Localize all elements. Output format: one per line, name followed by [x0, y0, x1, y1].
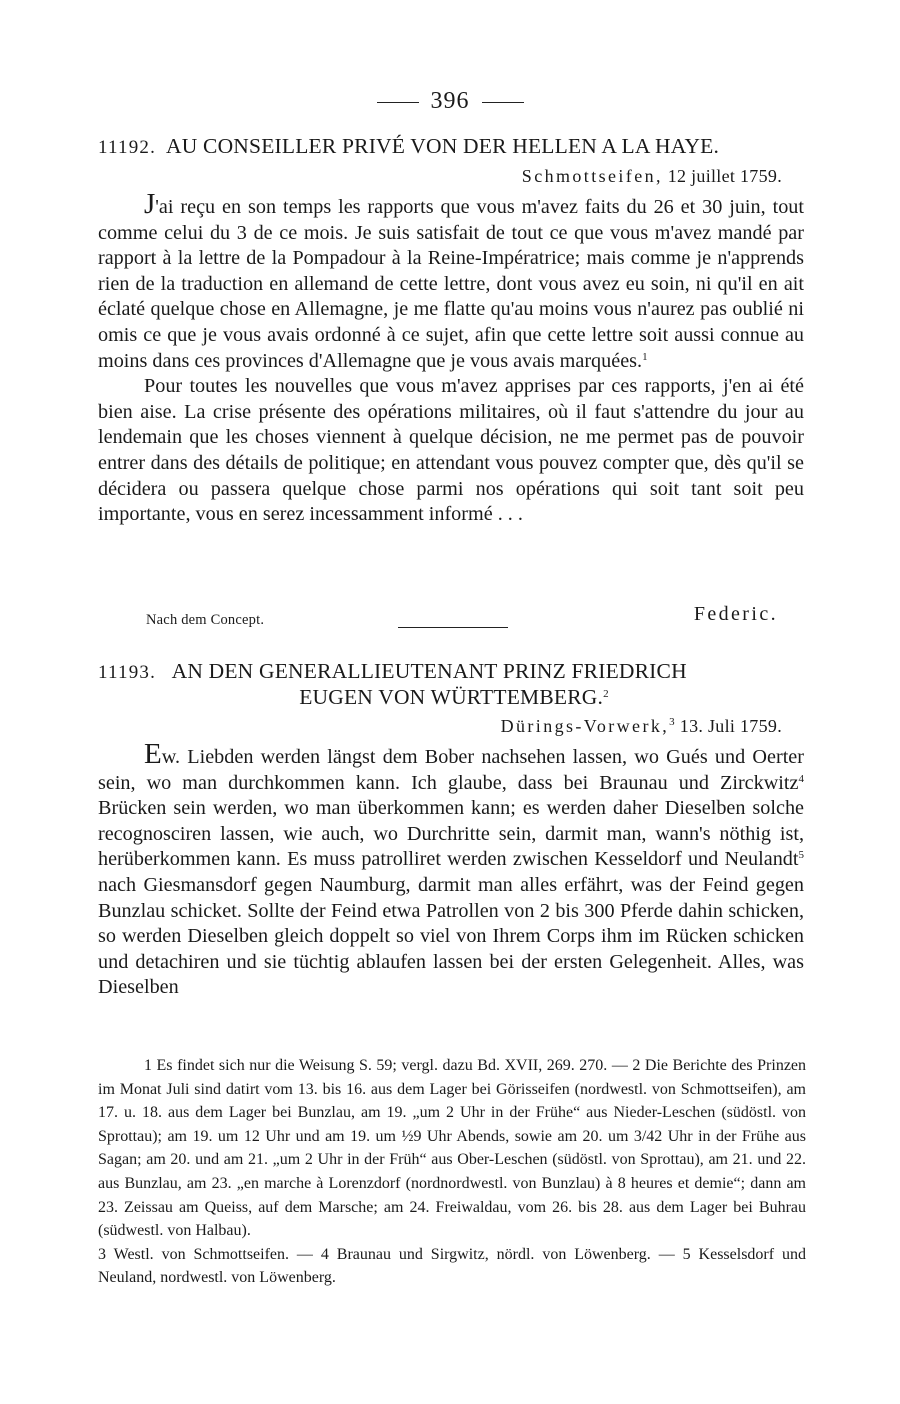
dateline-date: 12 juillet 1759. — [667, 166, 782, 186]
letter-title-11192 — [98, 133, 810, 161]
source-note: Nach dem Concept. — [146, 612, 265, 628]
letter-number: 11192. — [98, 137, 157, 158]
letter-title-text: EUGEN VON WÜRTTEMBERG. — [299, 685, 604, 709]
paragraph — [98, 188, 804, 374]
footnote-1: 1 Es findet sich nur die Weisung S. 59; vergl. dazu Bd. XVII, 269. 270. — — [144, 1057, 628, 1074]
footnote-2: 2 Die Berichte des Prinzen im Monat Juli sind datirt vom 13. bis 16. aus dem Lager bei Görisseifen (nordwestl. von Schmottseifen), am 17. u. 18. aus dem Lager bei Bunzlau, am 19. „um 2 Uhr in der Frühe“ aus Nieder-Leschen (südöstl. von Sprottau); am 19. um 12 Uhr und am 19. um ½9 Uhr Abends, sowie am 20. um 3/42 Uhr in der Frühe aus Sagan; am 20. und am 21. „um 2 Uhr in der Früh“ aus Ober-Leschen (südöstl. von Sprottau), am 21. und 22. aus Bunzlau, am 23. „en marche à Lorenzdorf (nordnordwestl. von Bunzlau) à 8 heures et demie“; dann am 23. Zeissau am Queiss, auf dem Marsche; am 24. Freiwaldau, vom 26. bis 28. aus dem Lager bei Buhrau (südwestl. von Halbau). — [98, 1057, 807, 1240]
letter-body-11193 — [98, 738, 804, 1001]
footnote-ref: 3 — [669, 716, 675, 728]
paragraph-text: w. Liebden werden längst dem Bober nachsehen lassen, wo Gués und Oerter sein, wo man durchkommen kann. Ich glaube, dass bei Braunau und Zirckwitz — [98, 746, 804, 794]
dateline-place: Schmottseifen, — [521, 166, 663, 186]
footnote-ref: 4 — [798, 772, 804, 785]
dateline-11193 — [501, 716, 782, 737]
dateline-date: 13. Juli 1759. — [679, 716, 782, 736]
page-number-text: 396 — [430, 88, 470, 114]
dateline-place: Dürings-Vorwerk, — [500, 716, 670, 736]
footnote-ref: 2 — [603, 688, 609, 700]
footnote-ref: 5 — [798, 849, 804, 862]
footnote-ref: 1 — [642, 350, 648, 363]
letter-body-11192 — [98, 188, 804, 528]
signature: Federic. — [693, 603, 778, 625]
footnotes — [98, 1054, 806, 1290]
letter-title-11193 — [98, 658, 810, 686]
paragraph — [98, 738, 804, 1001]
letter-title-text: AU CONSEILLER PRIVÉ VON DER HELLEN A LA HAYE. — [166, 134, 720, 158]
footnote — [98, 1054, 806, 1243]
footnote-5: 5 Kesselsdorf und Neuland, nordwestl. von Löwenberg. — [98, 1245, 807, 1287]
footnote-3: 3 Westl. von Schmottseifen. — — [98, 1245, 313, 1263]
separator-rule — [398, 627, 508, 628]
drop-cap: J — [144, 188, 156, 220]
paragraph-text: nach Giesmansdorf gegen Naumburg, darmit man alles erfährt, was der Feind gegen Bunzlau schicket. Sollte der Feind etwa Patrollen von 2 bis 300 Pferde dahin schicken, so werden Dieselben gleich doppelt so viel von Ihrem Corps ihm im Rücken schicken und detachiren und sie tüchtig ablaufen lassen bei der ersten Gelegenheit. Alles, was Dieselben — [98, 873, 804, 999]
dateline-11192 — [522, 166, 782, 187]
footnote — [98, 1243, 806, 1290]
letter-number: 11193. — [98, 662, 157, 683]
page-number-dash-left — [377, 102, 419, 103]
letter-title-11193-line2 — [98, 684, 810, 710]
letter-title-text: AN DEN GENERALLIEUTENANT PRINZ FRIEDRICH — [171, 659, 687, 683]
footnote-4: 4 Braunau und Sirgwitz, nördl. von Löwenberg. — — [320, 1245, 675, 1263]
paragraph: Pour toutes les nouvelles que vous m'avez apprises par ces rapports, j'en ai été bien aise. La crise présente des opérations militaires, où il faut s'attendre du jour au lendemain que les choses viennent à quelque décision, ne me permet pas de pouvoir entrer dans des détails de politique; en attendant vous pouvez compter que, dès qu'il se décidera ou passera quelque chose parmi nos opérations qui soit tant soit peu importante, vous en serez incessamment informé . . . — [98, 375, 804, 526]
page-number-dash-right — [482, 102, 524, 103]
drop-cap: E — [144, 738, 162, 770]
paragraph-text: 'ai reçu en son temps les rapports que vous m'avez faits du 26 et 30 juin, tout comme celui du 3 de ce mois. Je suis satisfait de tout ce que vous m'avez mandé par rapport à la lettre de la Pompadour à la Reine-Impératrice; mais comme je n'apprends rien de la traduction en allemand de cette lettre, dont vous avez eu soin, ni qu'il en ait éclaté quelque chose en Allemagne, je me flatte qu'au moins vous n'aurez pas oublié ni omis ce que je vous avais ordonné à ce sujet, afin que cette lettre soit aussi connue au moins dans ces provinces d'Allemagne que je vous avais marquées. — [98, 196, 804, 372]
page-number — [0, 88, 900, 115]
paragraph-text: Brücken sein werden, wo man überkommen kann; es werden daher Dieselben solche recognosciren lassen, wie auch, wo Durchritte sein, darmit man, wann's nöthig ist, herüberkommen kann. Es muss patrolliret werden zwischen Kesseldorf und Neulandt — [98, 797, 804, 871]
